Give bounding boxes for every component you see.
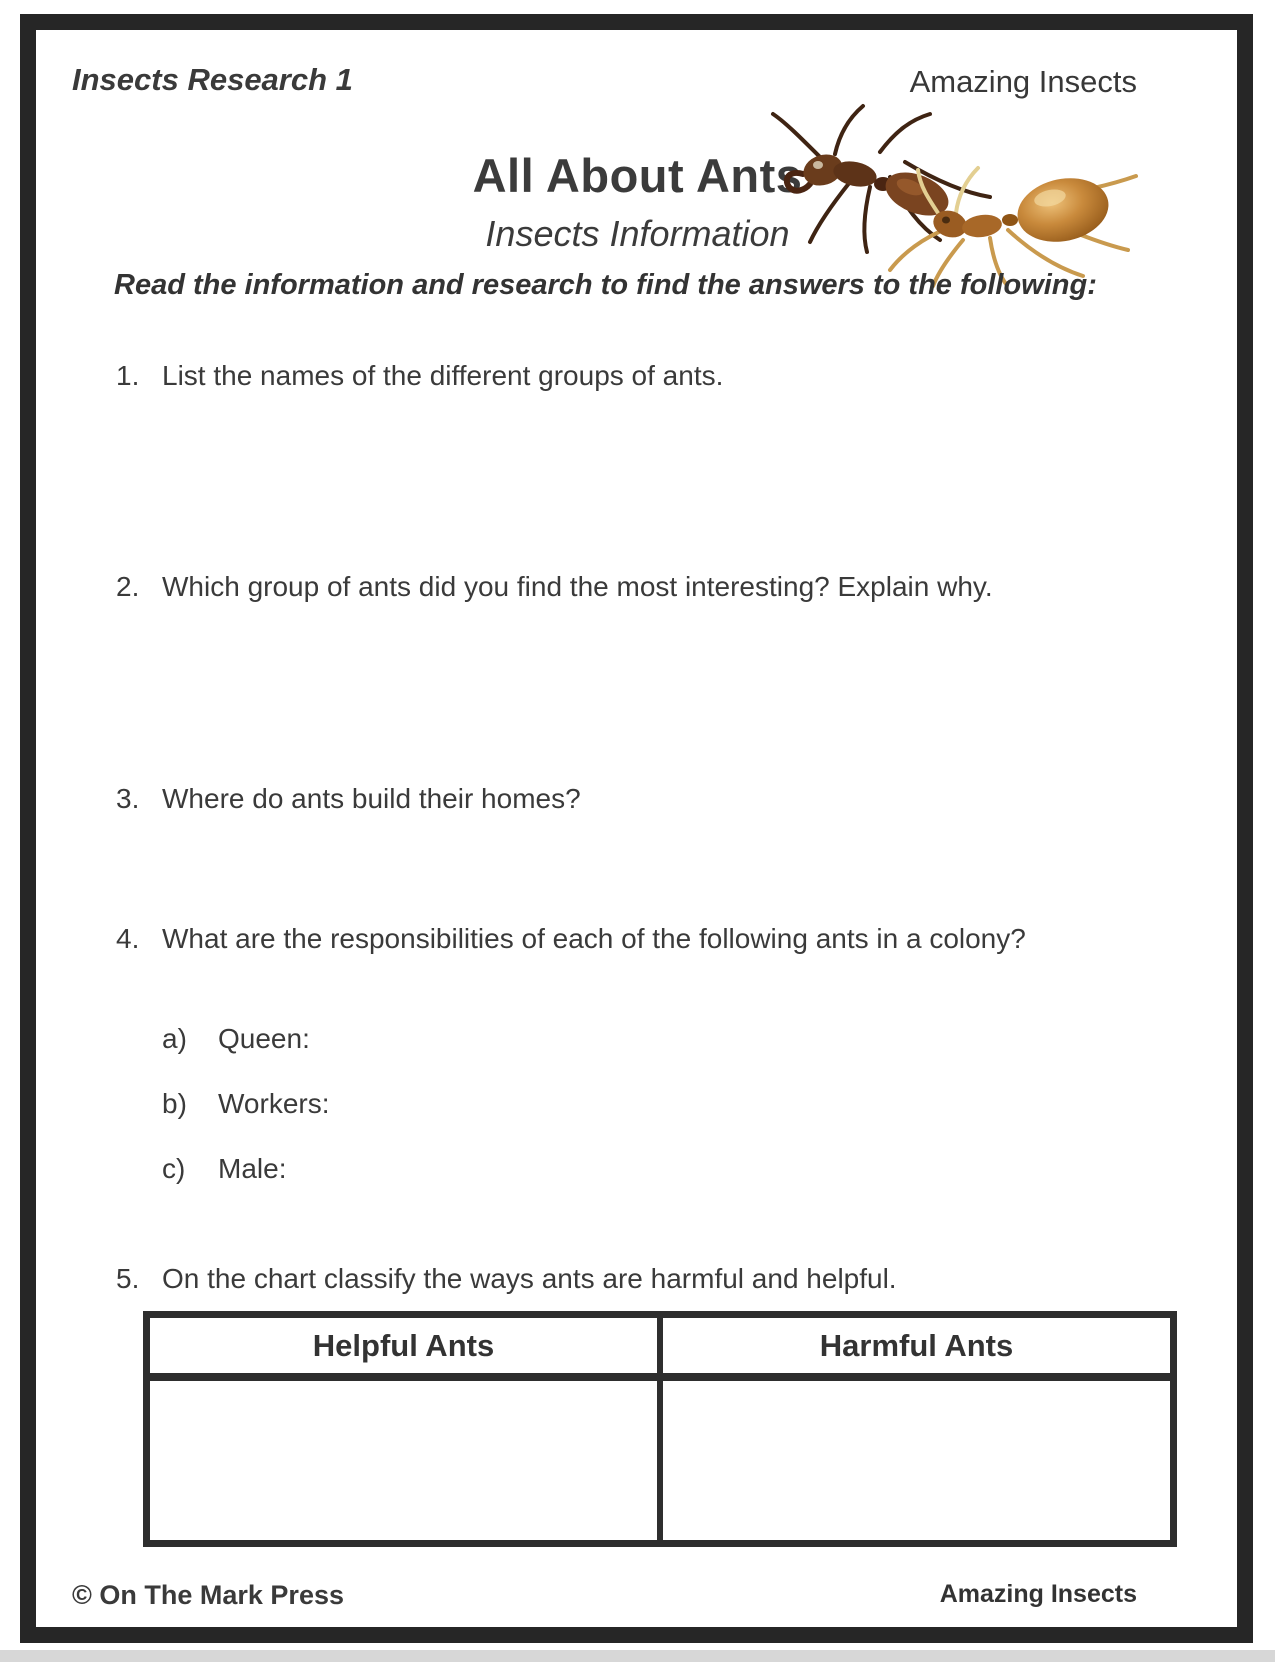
table-header-helpful-ants: Helpful Ants xyxy=(312,1327,495,1363)
subquestion-queen-label: Queen: xyxy=(218,1023,310,1054)
question-5-text: On the chart classify the ways ants are harmful and helpful. xyxy=(162,1263,897,1294)
table-header-harmful-ants: Harmful Ants xyxy=(657,1318,1170,1373)
question-3-text: Where do ants build their homes? xyxy=(162,783,581,814)
question-2-text: Which group of ants did you find the most interesting? Explain why. xyxy=(162,571,993,602)
question-1-number: 1. xyxy=(116,360,140,391)
question-1 xyxy=(116,360,1156,392)
document-header-left: Insects Research 1 xyxy=(72,62,353,97)
classification-table-body-row xyxy=(150,1381,1170,1540)
question-1-text: List the names of the different groups of ants. xyxy=(162,360,724,391)
question-2-number: 2. xyxy=(116,571,140,602)
footer-brand: Amazing Insects xyxy=(939,1580,1137,1608)
question-4 xyxy=(116,923,1156,955)
instruction-text: Read the information and research to find the answers to the following: xyxy=(114,269,1097,301)
question-4-number: 4. xyxy=(116,923,140,954)
question-4-text: What are the responsibilities of each of the following ants in a colony? xyxy=(162,923,1026,954)
subquestion-male-marker: c) xyxy=(162,1153,186,1184)
subquestion-workers-label: Workers: xyxy=(218,1088,330,1119)
question-2 xyxy=(116,571,1156,603)
page-bottom-edge xyxy=(0,1650,1275,1662)
question-5-number: 5. xyxy=(116,1263,140,1294)
question-5 xyxy=(116,1263,1156,1295)
subquestion-workers-marker: b) xyxy=(162,1088,187,1119)
subquestion-queen xyxy=(162,1023,310,1055)
page-title: All About Ants xyxy=(472,149,803,202)
subquestion-queen-marker: a) xyxy=(162,1023,187,1054)
footer-copyright: © On The Mark Press xyxy=(72,1580,344,1610)
classification-table xyxy=(143,1311,1177,1547)
question-3 xyxy=(116,783,1156,815)
table-cell-harmful-ants xyxy=(657,1381,1170,1540)
classification-table-header-row xyxy=(150,1318,1170,1381)
document-header-right: Amazing Insects xyxy=(909,64,1137,99)
page-subtitle: Insects Information xyxy=(485,213,790,254)
subquestion-male xyxy=(162,1153,286,1185)
subquestion-workers xyxy=(162,1088,330,1120)
subquestion-male-label: Male: xyxy=(218,1153,287,1184)
question-3-number: 3. xyxy=(116,783,140,814)
table-cell-helpful-ants xyxy=(150,1381,657,1540)
